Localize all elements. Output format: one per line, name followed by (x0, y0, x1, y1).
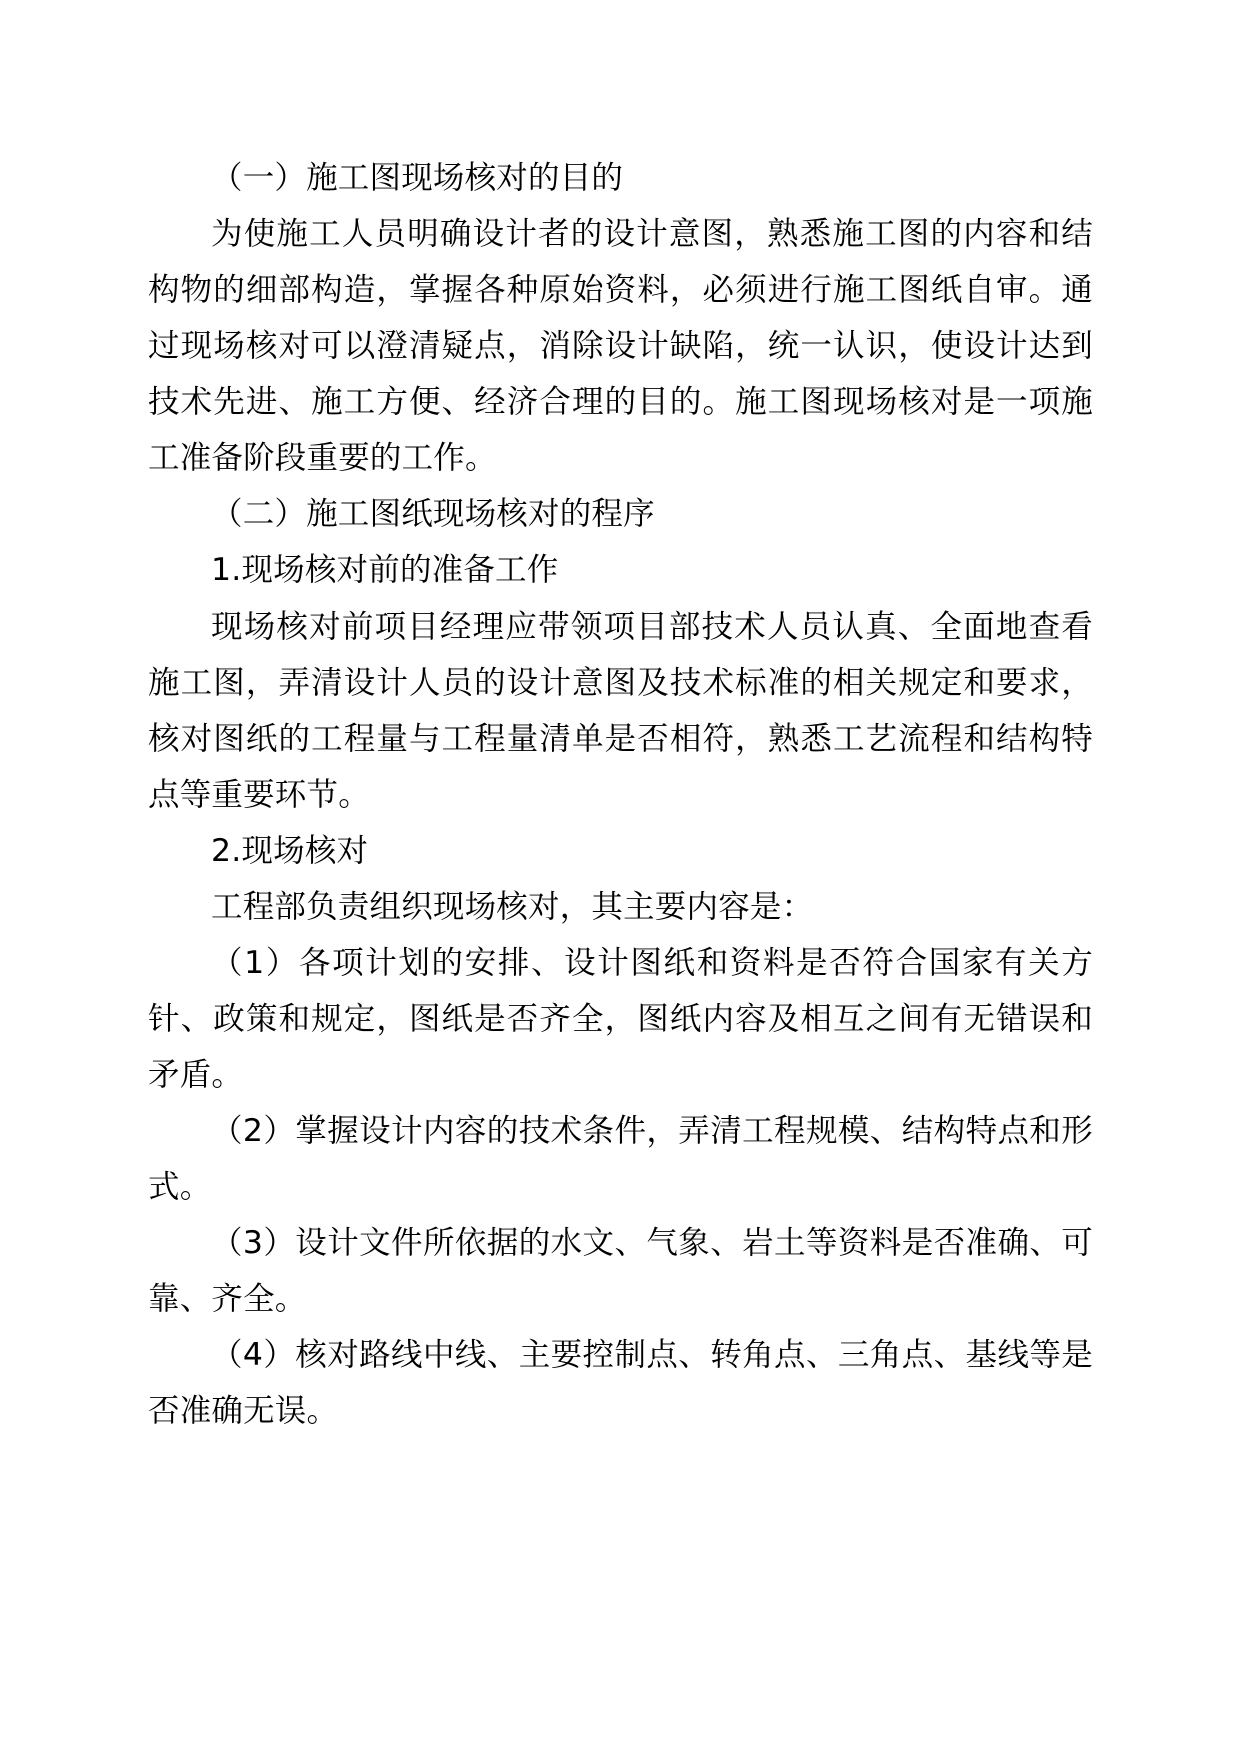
section-body-1: 为使施工人员明确设计者的设计意图，熟悉施工图的内容和结构物的细部构造，掌握各种原始资料，必须进行施工图纸自审。通过现场核对可以澄清疑点，消除设计缺陷，统一认识，使设计达到技术先进、施工方便、经济合理的目的。施工图现场核对是一项施工准备阶段重要的工作。 (148, 216, 1093, 477)
section-body-3: 工程部负责组织现场核对，其主要内容是： (211, 888, 814, 925)
document-body (148, 150, 1093, 1439)
list-item-4: （4）核对路线中线、主要控制点、转角点、三角点、基线等是否准确无误。 (148, 1337, 1093, 1430)
list-item-3: （3）设计文件所依据的水文、气象、岩土等资料是否准确、可靠、齐全。 (148, 1225, 1093, 1318)
section-heading-2: （二）施工图纸现场核对的程序 (211, 496, 655, 533)
section-body-2: 现场核对前项目经理应带领项目部技术人员认真、全面地查看施工图，弄清设计人员的设计意图及技术标准的相关规定和要求，核对图纸的工程量与工程量清单是否相符，熟悉工艺流程和结构特点等重要环节。 (148, 608, 1093, 813)
section-heading-1: （一）施工图现场核对的目的 (211, 160, 624, 196)
subsection-heading-2-1: 1.现场核对前的准备工作 (211, 552, 559, 589)
list-item-1: （1）各项计划的安排、设计图纸和资料是否符合国家有关方针、政策和规定，图纸是否齐全，图纸内容及相互之间有无错误和矛盾。 (148, 944, 1093, 1093)
list-item-2: （2）掌握设计内容的技术条件，弄清工程规模、结构特点和形式。 (148, 1113, 1093, 1206)
subsection-heading-2-2: 2.现场核对 (211, 832, 369, 869)
